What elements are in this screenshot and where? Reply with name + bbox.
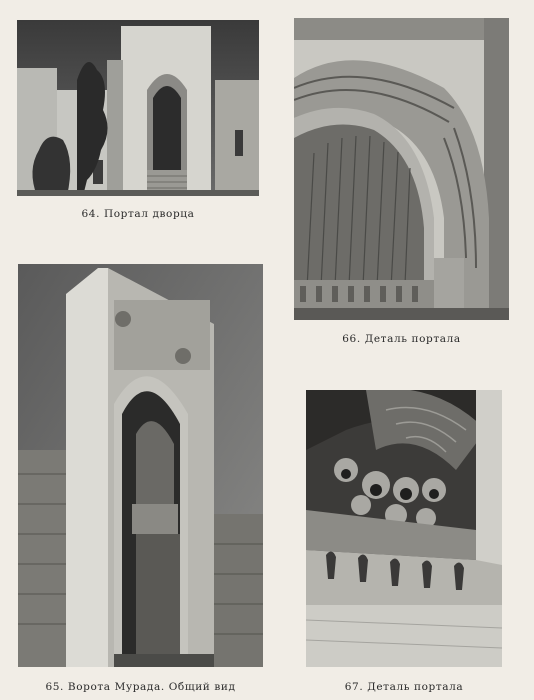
photo-murad-gate: [18, 264, 263, 667]
photo-portal-detail-arch: [294, 18, 509, 320]
figure-66-number: 66.: [342, 333, 361, 345]
figure-66-caption: [294, 333, 509, 345]
figure-64-title: Портал дворца: [103, 208, 195, 220]
photo-palace-portal: [17, 20, 259, 196]
figure-66-title: Деталь портала: [364, 333, 461, 345]
figure-67-number: 67.: [344, 681, 364, 693]
figure-64-number: 64.: [81, 208, 101, 220]
photo-portal-detail-muqarnas: [306, 390, 502, 667]
figure-65-caption: [18, 681, 263, 693]
figure-67-caption: [306, 681, 502, 693]
figure-67-title: Деталь портала: [367, 681, 464, 693]
figure-64-caption: [17, 208, 259, 220]
figure-65-number: 65.: [45, 681, 64, 693]
figure-65-title: Ворота Мурада. Общий вид: [67, 681, 236, 693]
